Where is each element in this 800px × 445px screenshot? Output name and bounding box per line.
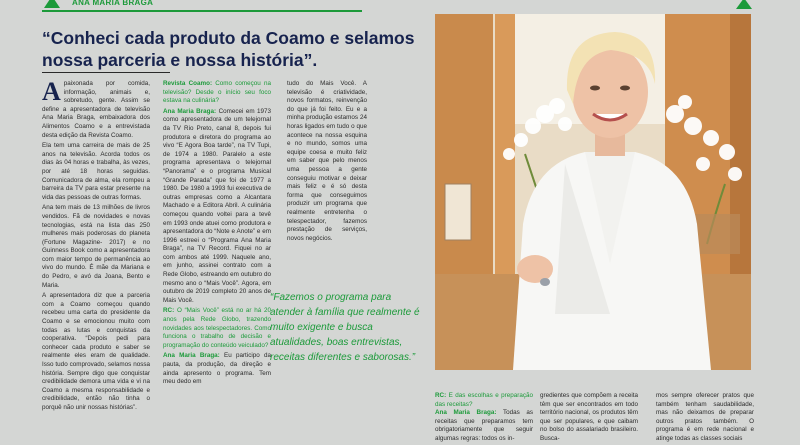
article-column-2	[163, 80, 271, 389]
article-headline: “Conheci cada produto da Coamo e selamos nossa parceria e nossa história”.	[42, 28, 415, 70]
bottom-column-3: mos sempre oferecer pratos que também tenham saudabilidade, mas não deixamos de preparar outros pratos também. O programa é em rede nacional e atinge todas as classes sociais	[656, 392, 754, 442]
question-2	[163, 307, 271, 350]
pull-quote: “Fazemos o programa para atender à família que realmente é muito exigente e busca atualidades, boas entrevistas, receitas diferentes e saborosas.”	[270, 292, 420, 363]
paragraph: Ana tem mais de 13 milhões de livros vendidos. Fã de novidades e novas tecnologias, está na lista das 250 mulheres mais poderosas do planeta (Fortune Magazine- 2017) e no Guinness Book como a apresentadora com maior tempo de permanência ao vivo do mundo. É mãe da Mariana e do Pedro, e avó da Joana, Bento e Maria.	[42, 204, 150, 289]
answer-2	[163, 352, 271, 386]
answer-1	[163, 108, 271, 306]
section-author-label: ANA MARIA BRAGA	[72, 0, 154, 7]
article-column-1	[42, 77, 150, 415]
bottom-column-1	[435, 392, 533, 444]
answer-text: Eu participo da pauta, da produção, da direção e ainda apresento o programa. Tem meu dedo em	[163, 352, 271, 386]
question-text: E das escolhas e preparação das receitas?	[435, 392, 534, 408]
paragraph: A apresentadora diz que a parceria com a Coamo começou quando recebeu uma carta do presidente da Coamo e se emocionou muito com todas as lutas e conquistas da cooperativa. “Depois pedi para conhecer cada produto e saber se realmente eles eram de qualidade. Isso tudo comprovado, selamos nossa história. Sempre digo que conquistar credibilidade demora uma vida e vi na Coamo a mesma responsabilidade e credibilidade, então não tinha o porquê não unir nossas histórias”.	[42, 292, 150, 411]
bottom-column-2: gredientes que compõem a receita têm que ser encontrados em todo território nacional, os produtos têm que ser populares, e que caibam no bolso do assalariado brasileiro. Busca-	[540, 392, 638, 442]
headline-divider	[42, 72, 170, 73]
question-1	[163, 80, 271, 106]
paragraph: Ela tem uma carreira de mais de 25 anos na televisão. Acorda todos os dias às 04 horas e trabalha, às vezes, por até 18 horas seguidas. Comunicadora de alma, ela rompeu a barreira da TV para estar presente na vida das pessoas de outras formas.	[42, 142, 150, 201]
coamo-logo-icon-right	[736, 0, 752, 9]
question-label: Revista Coamo:	[163, 80, 213, 87]
answer-label: Ana Maria Braga:	[435, 409, 497, 417]
question-text: Como começou na televisão? Desde o início seu foco estava na culinária?	[163, 80, 271, 105]
coamo-logo-icon	[44, 0, 60, 8]
answer-text: Todas as receitas que preparamos tem obrigatoriamente que seguir algumas regras: todos os in-	[435, 409, 534, 442]
question-label: RC:	[163, 307, 175, 315]
answer-label: Ana Maria Braga:	[163, 352, 220, 360]
paragraph: paixonada por comida, informação, animais e, sobretudo, gente. Assim se define a apresentadora de televisão Ana Maria Braga, embaixadora dos Alimentos Coamo e a entrevistada desta edição da Revista Coamo.	[42, 80, 150, 139]
paragraph: tudo do Mais Você. A televisão é criatividade, novos formatos, reinvenção do que já foi feito. Eu e a minha produção estamos 24 horas ligados em tudo o que acontece na nossa esquina e no mundo, somos uma equipe coesa e muito feliz em saber que pelo menos uma pessoa a gente conseguiu motivar e deixar mais feliz e é só desta forma que conseguimos produzir um programa que realmente entretenha o telespectador, fazemos prestação de serviços, novos negócios.	[287, 80, 367, 242]
portrait-illustration	[435, 14, 751, 370]
portrait-photo	[435, 14, 751, 370]
answer-label: Ana Maria Braga:	[163, 107, 217, 115]
dropcap-letter: A	[42, 77, 61, 106]
answer-text: Comecei em 1973 como apresentadora de um telejornal da TV Rio Preto, canal 8, depois fui produtora e diretora do programa ao vivo “E Agora Boa tarde”, na TV Tupi, de 1974 a 1980. Paralelo a este programa apresentava o telejornal “Panorama” e o programa Musical “Grande Parada” que foi de 1977 a 1980. De 1980 a 1993 fui executiva de outras empresas como a Alcantara Machado e a Editora Abril. A culinária começou quando voltei para a tevê em 1993 onde atuei como produtora e apresentadora do “Note e Anote” e em 1996 estreei o “Programa Ana Maria Braga”, na TV Record. Fiquei no ar com ambos até 1999. Naquele ano, em junho, assinei contrato com a Rede Globo, estreando em outubro do mesmo ano o “Mais Você”. Agora, em outubro de 2019 completo 20 anos de Mais Você.	[163, 107, 272, 304]
question-text: O “Mais Você” está no ar há 20 anos pela Rede Globo, trazendo novidades aos telespectadores. Como funciona o trabalho de decisão e programação do conteúdo veiculado?	[163, 307, 272, 349]
article-column-3	[287, 80, 367, 245]
question-label: RC:	[435, 392, 447, 399]
